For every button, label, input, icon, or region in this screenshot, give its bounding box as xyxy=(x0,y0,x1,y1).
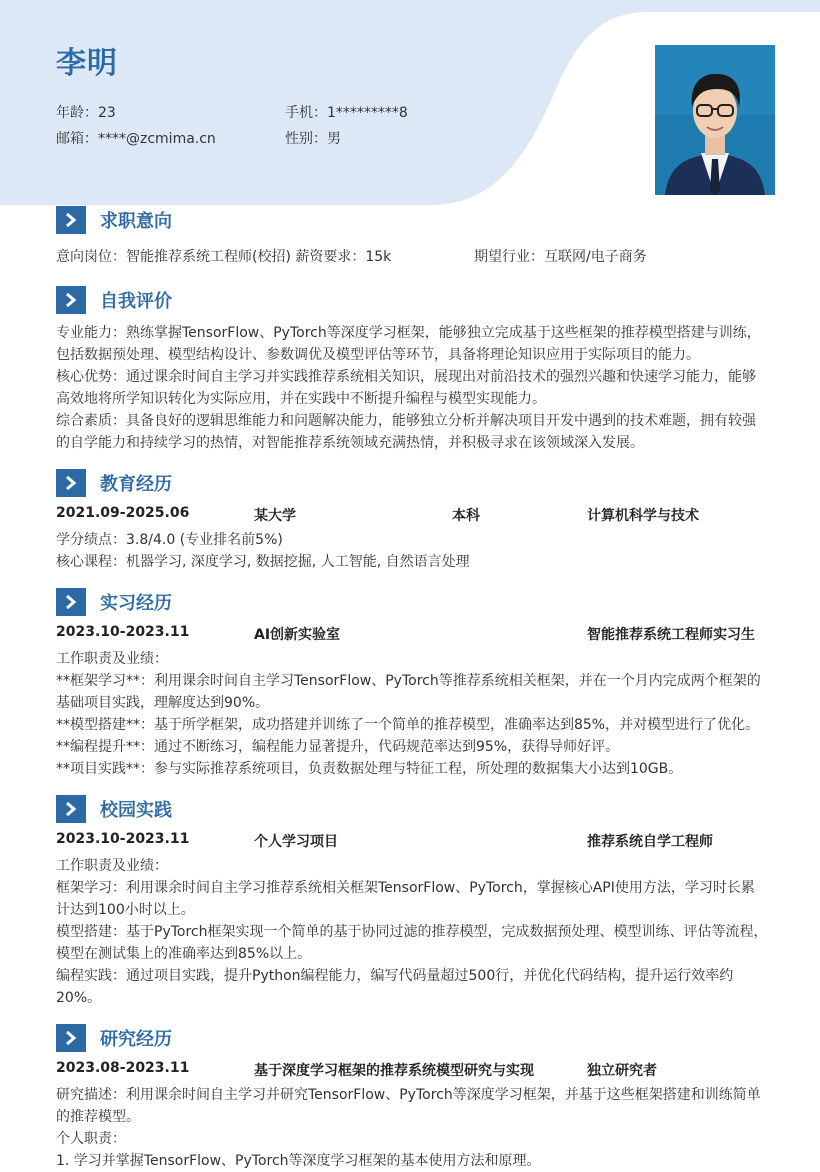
section-title: 校园实践 xyxy=(100,800,172,821)
internship-heading: 工作职责及业绩： xyxy=(56,651,168,667)
education-row xyxy=(56,505,768,527)
self-evaluation-professional: 专业能力：熟练掌握TensorFlow、PyTorch等深度学习框架，能够独立完成基于这些框架的推荐模型搭建与训练，包括数据预处理、模型结构设计、参数调优及模型评估等环节，具备将理论知识应用于实际项目的能力。 xyxy=(56,325,761,363)
email-info: 邮箱：****@zcmima.cn xyxy=(56,131,216,147)
campus-org: 个人学习项目 xyxy=(254,834,338,850)
internship-row xyxy=(56,624,768,646)
internship-period: 2023.10-2023.11 xyxy=(56,624,190,640)
section-header-research xyxy=(56,1024,172,1052)
gender-info: 性别：男 xyxy=(285,131,341,147)
campus-row xyxy=(56,831,768,853)
education-major: 计算机科学与技术 xyxy=(587,508,699,524)
section-title: 求职意向 xyxy=(100,211,172,232)
campus-item: 模型搭建：基于PyTorch框架实现一个简单的基于协同过滤的推荐模型，完成数据预处理、模型训练、评估等流程，模型在测试集上的准确率达到85%以上。 xyxy=(56,924,768,962)
internship-item: **编程提升**：通过不断练习，编程能力显著提升，代码规范率达到95%，获得导师好评。 xyxy=(56,739,620,755)
research-duty-heading: 个人职责： xyxy=(56,1131,126,1147)
education-gpa: 学分绩点：3.8/4.0 (专业排名前5%) xyxy=(56,532,283,548)
campus-item: 编程实践：通过项目实践，提升Python编程能力，编写代码量超过500行，并优化代码结构，提升运行效率约20%。 xyxy=(56,968,734,1006)
section-header-internship xyxy=(56,588,172,616)
section-title: 研究经历 xyxy=(100,1029,172,1050)
campus-role: 推荐系统自学工程师 xyxy=(587,834,713,850)
research-role: 独立研究者 xyxy=(587,1063,657,1079)
chevron-right-icon xyxy=(56,795,86,823)
education-period: 2021.09-2025.06 xyxy=(56,505,190,521)
research-topic: 基于深度学习框架的推荐系统模型研究与实现 xyxy=(254,1063,534,1079)
section-header-self xyxy=(56,286,172,314)
section-header-education xyxy=(56,469,172,497)
research-description: 研究描述：利用课余时间自主学习并研究TensorFlow、PyTorch等深度学习框架，并基于这些框架搭建和训练简单的推荐模型。 xyxy=(56,1087,761,1125)
education-courses: 核心课程：机器学习, 深度学习, 数据挖掘, 人工智能, 自然语言处理 xyxy=(56,554,470,570)
education-degree: 本科 xyxy=(452,508,480,524)
chevron-right-icon xyxy=(56,588,86,616)
self-evaluation-advantage: 核心优势：通过课余时间自主学习并实践推荐系统相关知识，展现出对前沿技术的强烈兴趣和快速学习能力，能够高效地将所学知识转化为实际应用，并在实践中不断提升编程与模型实现能力。 xyxy=(56,369,756,407)
internship-role: 智能推荐系统工程师实习生 xyxy=(587,627,755,643)
campus-heading: 工作职责及业绩： xyxy=(56,858,168,874)
section-title: 自我评价 xyxy=(100,291,172,312)
research-row xyxy=(56,1060,768,1082)
campus-item: 框架学习：利用课余时间自主学习推荐系统相关框架TensorFlow、PyTorch，掌握核心API使用方法，学习时长累计达到100小时以上。 xyxy=(56,880,755,918)
internship-org: AI创新实验室 xyxy=(254,627,341,643)
chevron-right-icon xyxy=(56,469,86,497)
candidate-name: 李明 xyxy=(56,46,118,81)
internship-item: **项目实践**：参与实际推荐系统项目，负责数据处理与特征工程，所处理的数据集大小达到10GB。 xyxy=(56,761,683,777)
self-evaluation-quality: 综合素质：具备良好的逻辑思维能力和问题解决能力，能够独立分析并解决项目开发中遇到的技术难题，拥有较强的自学能力和持续学习的热情，对智能推荐系统领域充满热情，并积极寻求在该领域深入发展。 xyxy=(56,413,756,451)
profile-photo xyxy=(655,45,775,195)
section-header-intent xyxy=(56,206,172,234)
section-title: 实习经历 xyxy=(100,593,172,614)
intent-industry: 期望行业：互联网/电子商务 xyxy=(474,249,647,265)
research-period: 2023.08-2023.11 xyxy=(56,1060,190,1076)
intent-position: 意向岗位：智能推荐系统工程师(校招) 薪资要求：15k xyxy=(56,249,392,265)
chevron-right-icon xyxy=(56,206,86,234)
research-duty-item: 1. 学习并掌握TensorFlow、PyTorch等深度学习框架的基本使用方法和原理。 xyxy=(56,1153,541,1169)
internship-item: **框架学习**：利用课余时间自主学习TensorFlow、PyTorch等推荐系统相关框架，并在一个月内完成两个框架的基础项目实践，理解度达到90%。 xyxy=(56,673,761,711)
chevron-right-icon xyxy=(56,286,86,314)
campus-period: 2023.10-2023.11 xyxy=(56,831,190,847)
education-school: 某大学 xyxy=(254,508,296,524)
section-title: 教育经历 xyxy=(100,474,172,495)
age-info: 年龄：23 xyxy=(56,105,116,121)
internship-item: **模型搭建**：基于所学框架，成功搭建并训练了一个简单的推荐模型，准确率达到85%，并对模型进行了优化。 xyxy=(56,717,760,733)
section-header-campus xyxy=(56,795,172,823)
chevron-right-icon xyxy=(56,1024,86,1052)
phone-info: 手机：1*********8 xyxy=(285,105,408,121)
